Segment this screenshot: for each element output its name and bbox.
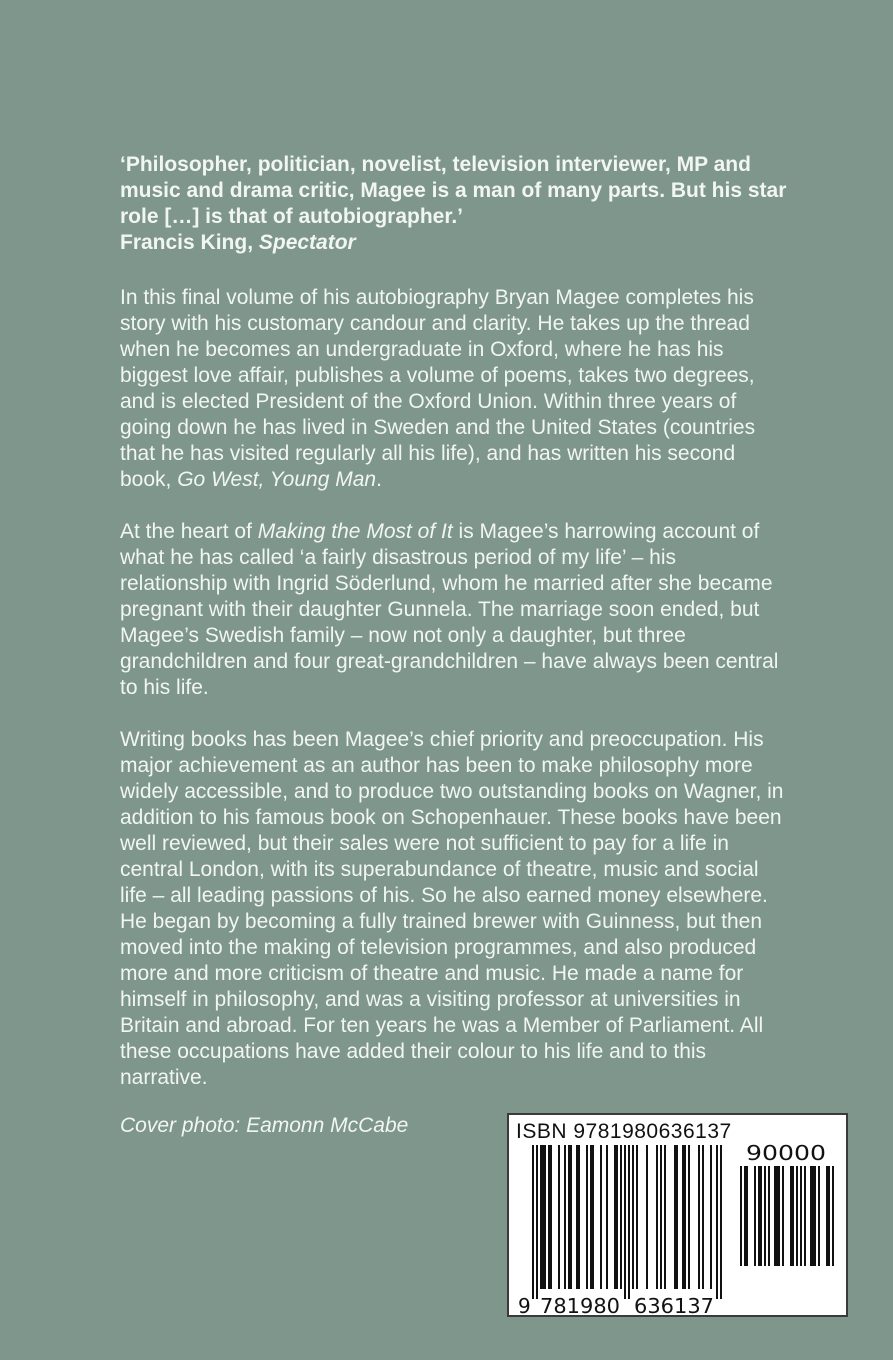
blurb-paragraph-2 <box>120 519 788 701</box>
back-cover-text-column <box>120 152 788 1139</box>
blurb-paragraph-3 <box>120 727 788 1091</box>
svg-text:9: 9 <box>518 1294 531 1317</box>
paragraph-text: . <box>376 468 382 491</box>
ean13-barcode <box>516 1145 722 1317</box>
ean13-column <box>516 1120 732 1317</box>
review-quote-block <box>120 152 805 256</box>
cover-photo-credit: Cover photo: Eamonn McCabe <box>120 1114 409 1137</box>
svg-text:90000: 90000 <box>746 1144 826 1165</box>
isbn-barcode-panel <box>507 1113 848 1317</box>
paragraph-text: In this final volume of his autobiography Bryan Magee completes his story with his customary candour and clarity. He takes up the thread when he becomes an undergraduate in Oxford, where he has his biggest love affair, publishes a volume of poems, takes two degrees, and is elected President of the Oxford Union. Within three years of going down he has lived in Sweden and the United States (countries that he has visited regularly all his life), and has written his second book, <box>120 286 756 491</box>
paragraph-text: Writing books has been Magee’s chief priority and preoccupation. His major achievement as an author has been to make philosophy more widely accessible, and to produce two outstanding books on Wagner, in addition to his famous book on Schopenhauer. These books have been well reviewed, but their sales were not sufficient to pay for a life in central London, with its superabundance of theatre, music and social life – all leading passions of his. So he also earned money elsewhere. He began by becoming a fully trained brewer with Guinness, but then moved into the making of television programmes, and also produced more and more criticism of theatre and music. He made a name for himself in philosophy, and was a visiting professor at universities in Britain and abroad. For ten years he was a Member of Parliament. All these occupations have added their colour to his life and to this narrative. <box>120 728 784 1089</box>
ean5-addon-barcode <box>738 1144 834 1316</box>
attribution-source: Spectator <box>258 231 356 254</box>
blurb-paragraph-1 <box>120 285 788 493</box>
review-quote-attribution <box>120 230 805 256</box>
attribution-name: Francis King, <box>120 231 259 254</box>
isbn-label: ISBN 9781980636137 <box>516 1120 732 1143</box>
book-title-italic: Making the Most of It <box>257 520 453 543</box>
svg-text:636137: 636137 <box>634 1294 714 1317</box>
review-quote-text: ‘Philosopher, politician, novelist, television interviewer, MP and music and drama critic, Magee is a man of many parts. But his star role […] is that of autobiographer.’ <box>120 153 787 228</box>
paragraph-text: At the heart of <box>120 520 258 543</box>
barcode-row <box>516 1120 846 1317</box>
book-title-italic: Go West, Young Man <box>177 468 377 491</box>
svg-text:781980: 781980 <box>540 1294 620 1317</box>
paragraph-text: is Magee’s harrowing account of what he has called ‘a fairly disastrous period of my life’ – his relationship with Ingrid Söderlund, whom he married after she became pregnant with their daughter Gunnela. The marriage soon ended, but Magee’s Swedish family – now not only a daughter, but three grandchildren and four great-grandchildren – have always been central to his life. <box>120 520 779 699</box>
